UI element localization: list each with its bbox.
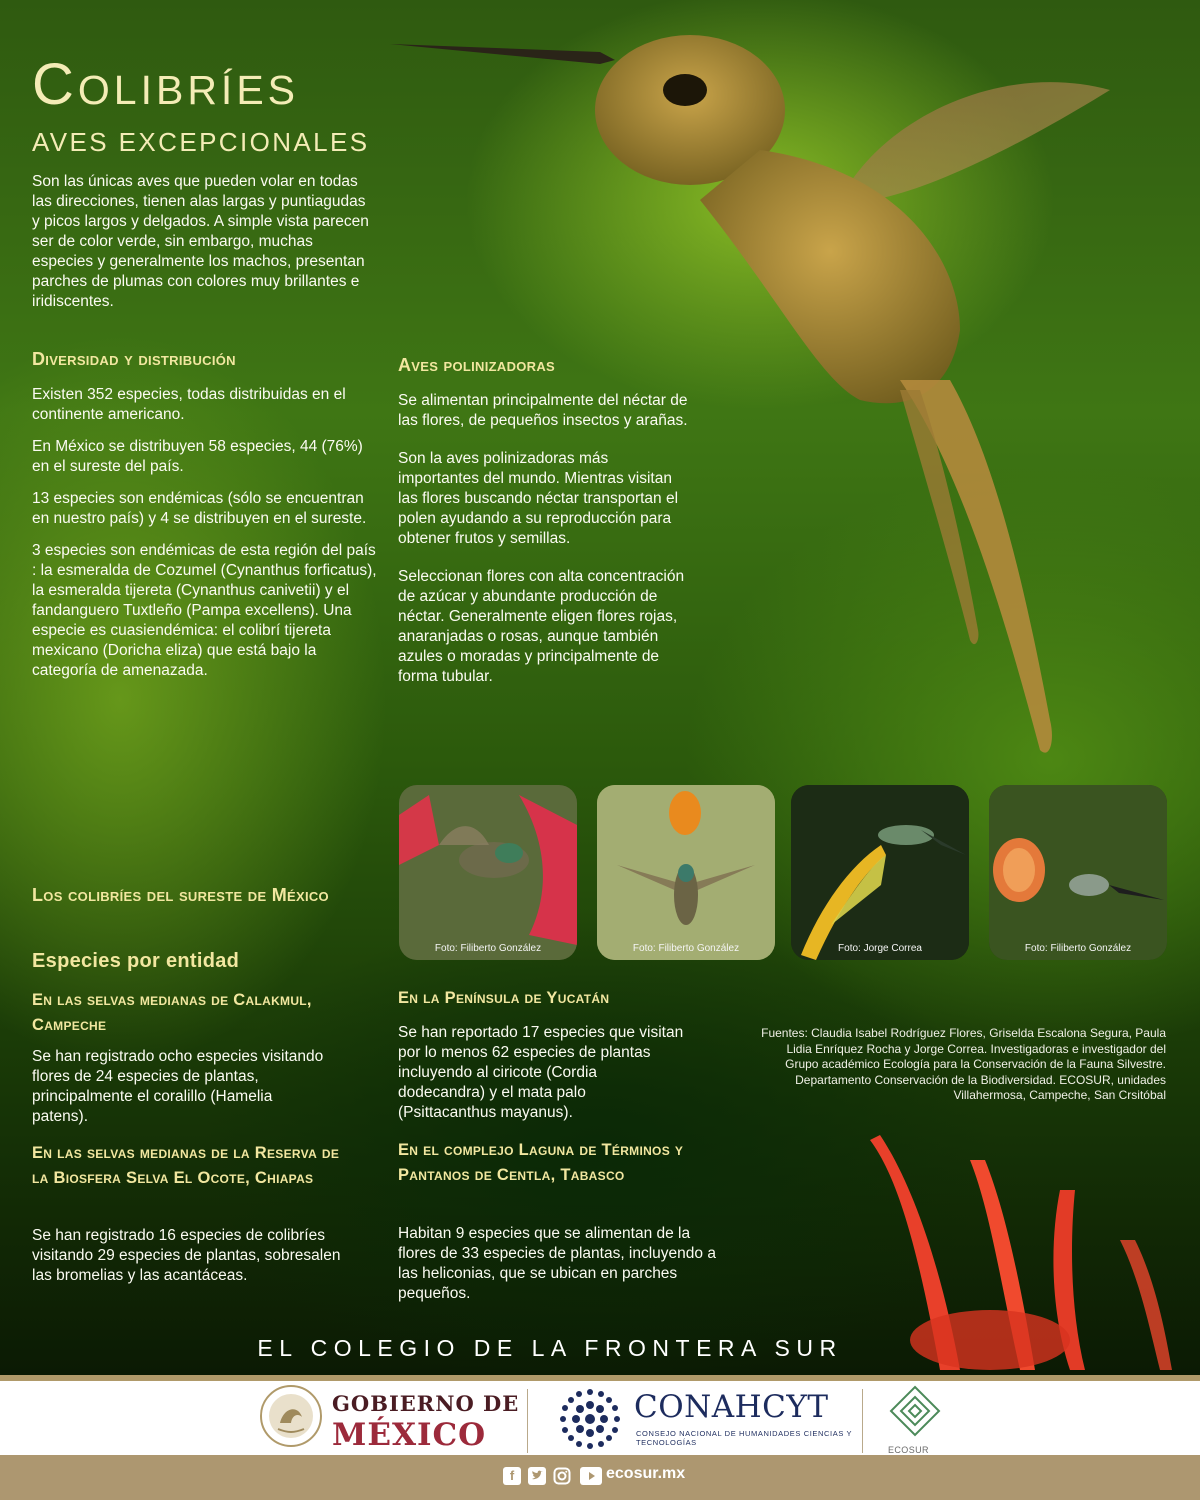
gobierno-logo-line1: GOBIERNO DE	[332, 1391, 520, 1416]
photo-hummingbird-heliconia	[791, 785, 969, 960]
conahcyt-logo-icon	[556, 1385, 624, 1453]
calakmul-heading: En las selvas medianas de Calakmul, Campeche	[32, 991, 312, 1034]
tabasco-heading: En el complejo Laguna de Términos y Pantanos de Centla, Tabasco	[398, 1141, 684, 1184]
yucatan-text: Se han reportado 17 especies que visitan por lo menos 62 especies de plantas incluyendo al ciricote (Cordia dodecandra) y el mata palo (Psittacanthus mayanus).	[398, 1024, 684, 1121]
polinizadoras-text	[398, 391, 693, 699]
polinizadoras-paragraph: Son la aves polinizadoras más importantes del mundo. Mientras visitan las flores buscando néctar transportan el polen ayudando a su reproducción para obtener frutos y semillas.	[398, 450, 679, 547]
diversidad-text	[32, 385, 377, 693]
logo-divider	[862, 1389, 863, 1453]
diversidad-paragraph: Existen 352 especies, todas distribuidas en el continente americano.	[32, 386, 346, 423]
institution-name: EL COLEGIO DE LA FRONTERA SUR	[257, 1335, 843, 1361]
mexico-coat-of-arms-icon	[258, 1383, 324, 1449]
sureste-heading: Los colibríes del sureste de México	[32, 885, 329, 905]
intro-text: Son las únicas aves que pueden volar en todas las direcciones, tienen alas largas y puntiagudas y picos largos y delgados. A simple vista parecen ser de color verde, sin embargo, muchas especies y generalmente los machos, presentan parches de plumas con colores muy brillantes e iridiscentes.	[32, 173, 369, 310]
yucatan-heading: En la Península de Yucatán	[398, 989, 610, 1007]
logo-bar	[0, 1375, 1200, 1455]
photo-credit: Foto: Jorge Correa	[838, 943, 922, 954]
conahcyt-logo-text: CONAHCYT	[634, 1389, 829, 1425]
twitter-icon[interactable]	[528, 1467, 546, 1485]
instagram-icon[interactable]	[553, 1467, 571, 1485]
diversidad-paragraph: 13 especies son endémicas (sólo se encuentran en nuestro país) y 4 se distribuyen en el sureste.	[32, 490, 367, 527]
sources-text: Fuentes: Claudia Isabel Rodríguez Flores, Griselda Escalona Segura, Paula Lidia Enríquez Rocha y Jorge Correa. Investigadoras e investigador del Grupo académico Ecología para la Conservación de la Fauna Silvestre. Departamento Conservación de la Biodiversidad. ECOSUR, unidades Villahermosa, Campeche, San Crsitóbal	[761, 1026, 1166, 1103]
tabasco-text: Habitan 9 especies que se alimentan de la flores de 33 especies de plantas, incluyendo a las heliconias, que se ubican en parches pequeños.	[398, 1225, 716, 1302]
photo-hummingbird-orange-flower	[597, 785, 775, 960]
page-title: Colibríes	[32, 52, 300, 117]
diversidad-paragraph: En México se distribuyen 58 especies, 44 (76%) en el sureste del país.	[32, 438, 363, 475]
polinizadoras-heading: Aves polinizadoras	[398, 355, 556, 375]
polinizadoras-paragraph: Se alimentan principalmente del néctar de las flores, de pequeños insectos y arañas.	[398, 392, 688, 429]
photo-credit: Foto: Filiberto González	[632, 943, 740, 954]
website-link[interactable]: ecosur.mx	[606, 1465, 686, 1482]
photo-hummingbird-red-flower	[399, 785, 577, 960]
photo-hummingbird-lantern-flower	[989, 785, 1167, 960]
calakmul-text: Se han registrado ocho especies visitando flores de 24 especies de plantas, principalmente el coralillo (Hamelia patens).	[32, 1048, 324, 1125]
photo-credit: Foto: Filiberto González	[434, 943, 542, 954]
ocote-heading: En las selvas medianas de la Reserva de la Biosfera Selva El Ocote, Chiapas	[32, 1144, 340, 1187]
facebook-icon[interactable]: f	[503, 1467, 521, 1485]
ecosur-logo-text: ECOSUR	[888, 1445, 929, 1455]
page-subtitle: AVES EXCEPCIONALES	[32, 127, 370, 157]
photo-credit: Foto: Filiberto González	[1024, 943, 1132, 954]
diversidad-heading: Diversidad y distribución	[32, 349, 236, 369]
youtube-icon[interactable]	[580, 1467, 602, 1485]
ocote-text: Se han registrado 16 especies de colibríes visitando 29 especies de plantas, sobresalen las bromelias y las acantáceas.	[32, 1227, 341, 1284]
diversidad-paragraph: 3 especies son endémicas de esta región del país : la esmeralda de Cozumel (Cynanthus forficatus), la esmeralda tijereta (Cynanthus canivetii) y el fandanguero Tuxtleño (Pampa excellens). Una especie es cuasiendémica: el colibrí tijereta mexicano (Doricha eliza) que está bajo la categoría de amenazada.	[32, 542, 377, 679]
ecosur-logo-icon	[889, 1385, 941, 1443]
footer-bar	[0, 1455, 1200, 1500]
logo-divider	[527, 1389, 528, 1453]
polinizadoras-paragraph: Seleccionan flores con alta concentración de azúcar y abundante producción de néctar. Generalmente eligen flores rojas, anaranjadas o rosas, aunque también azules o moradas y principalmente de forma tubular.	[398, 568, 685, 685]
gobierno-logo-line2: MÉXICO	[332, 1417, 487, 1453]
conahcyt-logo-subtitle: CONSEJO NACIONAL DE HUMANIDADES CIENCIAS Y TECNOLOGÍAS	[636, 1429, 852, 1447]
sureste-subheading: Especies por entidad	[32, 950, 240, 972]
